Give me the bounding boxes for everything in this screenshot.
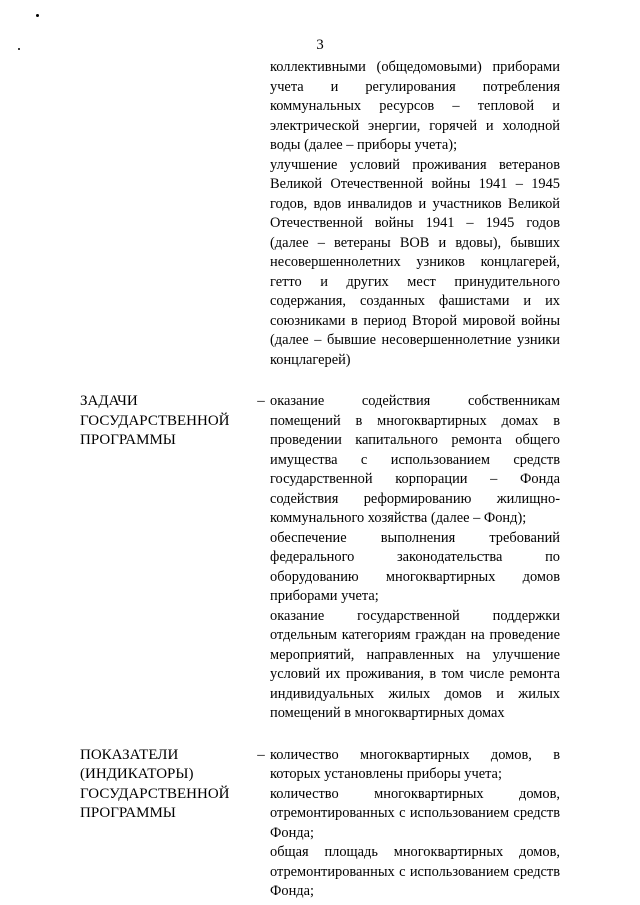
- label-line: ПОКАЗАТЕЛИ: [80, 746, 179, 763]
- label-line: ГОСУДАРСТВЕННОЙ: [80, 412, 230, 429]
- label-line: ПРОГРАММЫ: [80, 432, 176, 448]
- section-tasks: [80, 392, 570, 724]
- paragraph: количество многоквартирных домов, в которых установлены приборы учета;: [270, 746, 560, 782]
- section-label: [80, 746, 252, 902]
- paragraph: количество многоквартирных домов, отремонтированных с использованием средств Фонда;: [270, 785, 560, 841]
- section-label: [80, 392, 252, 724]
- document-body: [80, 58, 570, 902]
- intro-text: [270, 58, 560, 370]
- label-line: ЗАДАЧИ: [80, 393, 138, 409]
- paragraph: коллективными (общедомовыми) приборами учета и регулирования потребления коммунальных ресурсов – тепловой и электрической энергии, горячей и холодной воды (далее – приборы учета);: [270, 59, 560, 153]
- paragraph: общая площадь многоквартирных домов, отремонтированных с использованием средств Фонда;: [270, 844, 560, 899]
- paragraph: оказание содействия собственникам помещений в многоквартирных домах в проведении капитального ремонта общего имущества с использованием средств государственной корпорации – Фонда содействия реформированию жилищно-коммунального хозяйства (далее – Фонд);: [270, 393, 560, 526]
- dash: –: [257, 393, 265, 409]
- intro-row: [80, 58, 570, 370]
- paragraph: улучшение условий проживания ветеранов Великой Отечественной войны 1941 – 1945 годов, вдов инвалидов и участников Великой Отечественной войны 1941 – 1945 годов (далее – ветераны ВОВ и вдовы), бывших несовершеннолетних узников концлагерей, гетто и других мест принудительного содержания, созданных фашистами и их союзниками в период Второй мировой войны (далее – бывшие несовершеннолетние узники концлагерей): [270, 156, 560, 368]
- label-line: ПРОГРАММЫ: [80, 805, 176, 821]
- section-text: [270, 746, 560, 902]
- paragraph: обеспечение выполнения требований федерального законодательства по оборудованию многоквартирных домов приборами учета;: [270, 529, 560, 604]
- section-indicators: [80, 746, 570, 902]
- label-line: ГОСУДАРСТВЕННОЙ: [80, 785, 230, 802]
- section-text: [270, 392, 560, 724]
- dash: –: [257, 746, 265, 763]
- paragraph: оказание государственной поддержки отдельным категориям граждан на проведение мероприятий, направленных на улучшение условий их проживания, в том числе ремонта индивидуальных жилых домов и жилых помещений в многоквартирных домах: [270, 607, 560, 721]
- scan-speck: [36, 14, 39, 17]
- label-line: (ИНДИКАТОРЫ): [80, 766, 194, 782]
- page-number: 3: [316, 37, 324, 53]
